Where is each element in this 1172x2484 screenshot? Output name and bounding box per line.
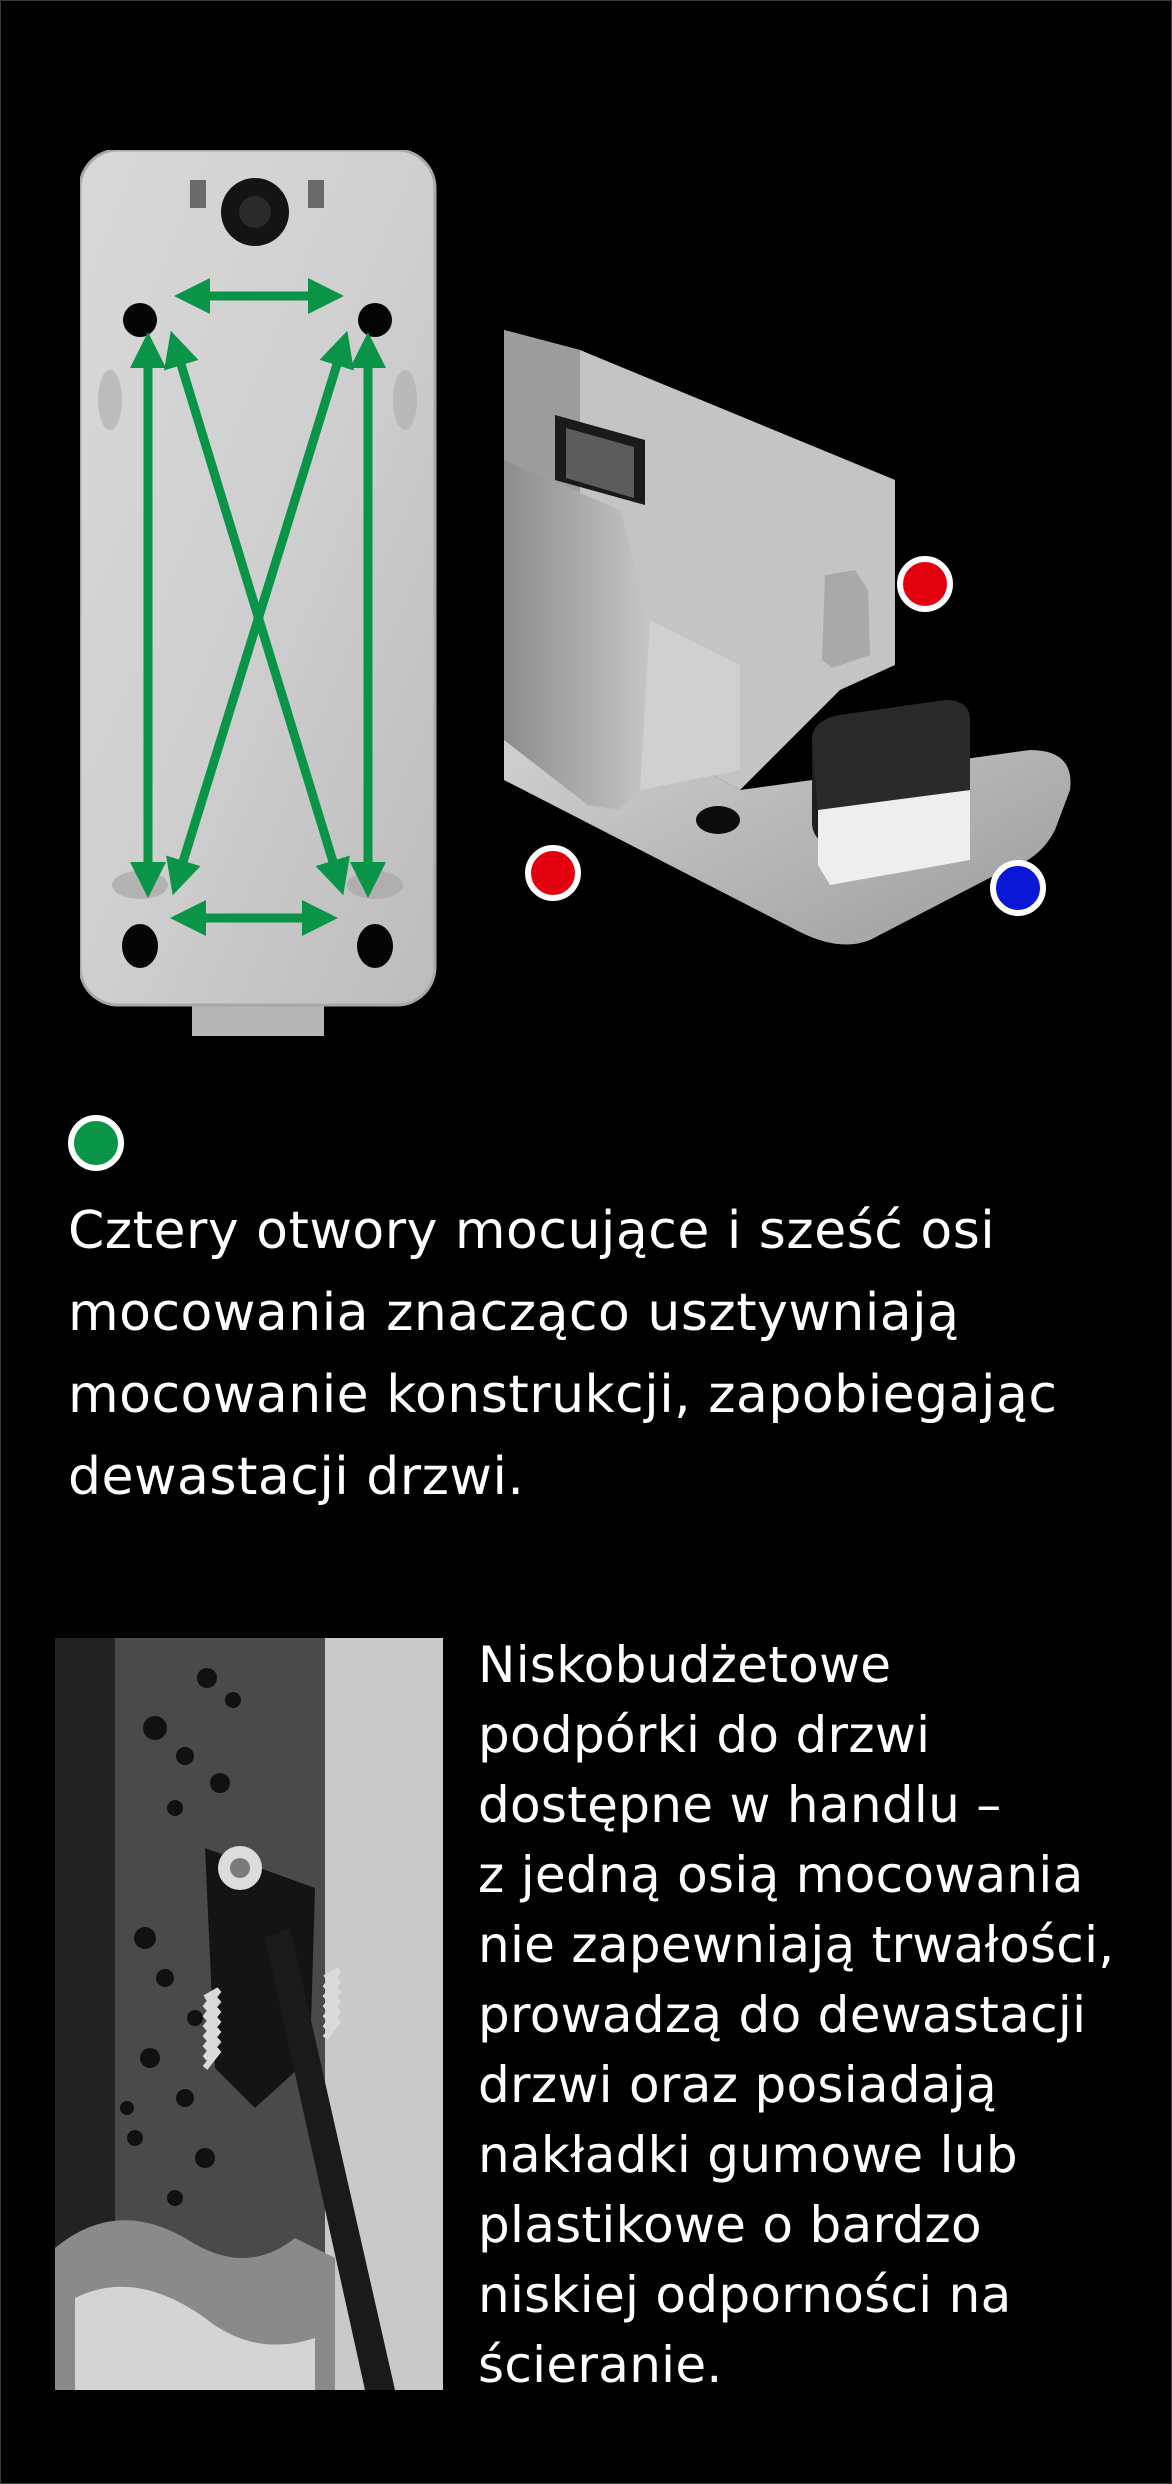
description-line: nie zapewniają trwałości,: [478, 1916, 1115, 1974]
description-line: plastikowe o bardzo: [478, 2196, 982, 2254]
description-line: prowadzą do dewastacji: [478, 1986, 1087, 2044]
red-marker-dot-top: [897, 556, 953, 612]
description-line: drzwi oraz posiadają: [478, 2056, 997, 2114]
mounting-caption: [68, 1190, 1128, 1518]
caption-line: mocowania znacząco usztywniają: [68, 1283, 960, 1343]
hole-top-right: [358, 303, 392, 337]
cheap-door-stop-photo: [55, 1638, 443, 2390]
caption-line: Cztery otwory mocujące i sześć osi: [68, 1201, 996, 1261]
description-line: podpórki do drzwi: [478, 1706, 931, 1764]
green-legend-dot: [68, 1115, 124, 1171]
description-line: nakładki gumowe lub: [478, 2126, 1018, 2184]
description-line: z jedną osią mocowania: [478, 1846, 1084, 1904]
bracket-hole: [696, 806, 740, 834]
caption-line: dewastacji drzwi.: [68, 1447, 525, 1507]
budget-stop-description: [478, 1630, 1158, 2400]
red-marker-dot-left: [525, 845, 581, 901]
mounting-plate-svg: [80, 150, 440, 1050]
description-line: niskiej odporności na: [478, 2266, 1012, 2324]
hole-top-left: [123, 303, 157, 337]
mounting-plate-photo: [80, 150, 440, 1050]
blue-marker-dot: [990, 860, 1046, 916]
cheap-stop-svg: [55, 1638, 443, 2390]
description-line: ścieranie.: [478, 2336, 723, 2394]
description-line: Niskobudżetowe: [478, 1636, 892, 1694]
hole-bottom-right: [357, 924, 393, 968]
caption-line: mocowanie konstrukcji, zapobiegając: [68, 1365, 1058, 1425]
hole-bottom-left: [122, 924, 158, 968]
description-line: dostępne w handlu –: [478, 1776, 1002, 1834]
